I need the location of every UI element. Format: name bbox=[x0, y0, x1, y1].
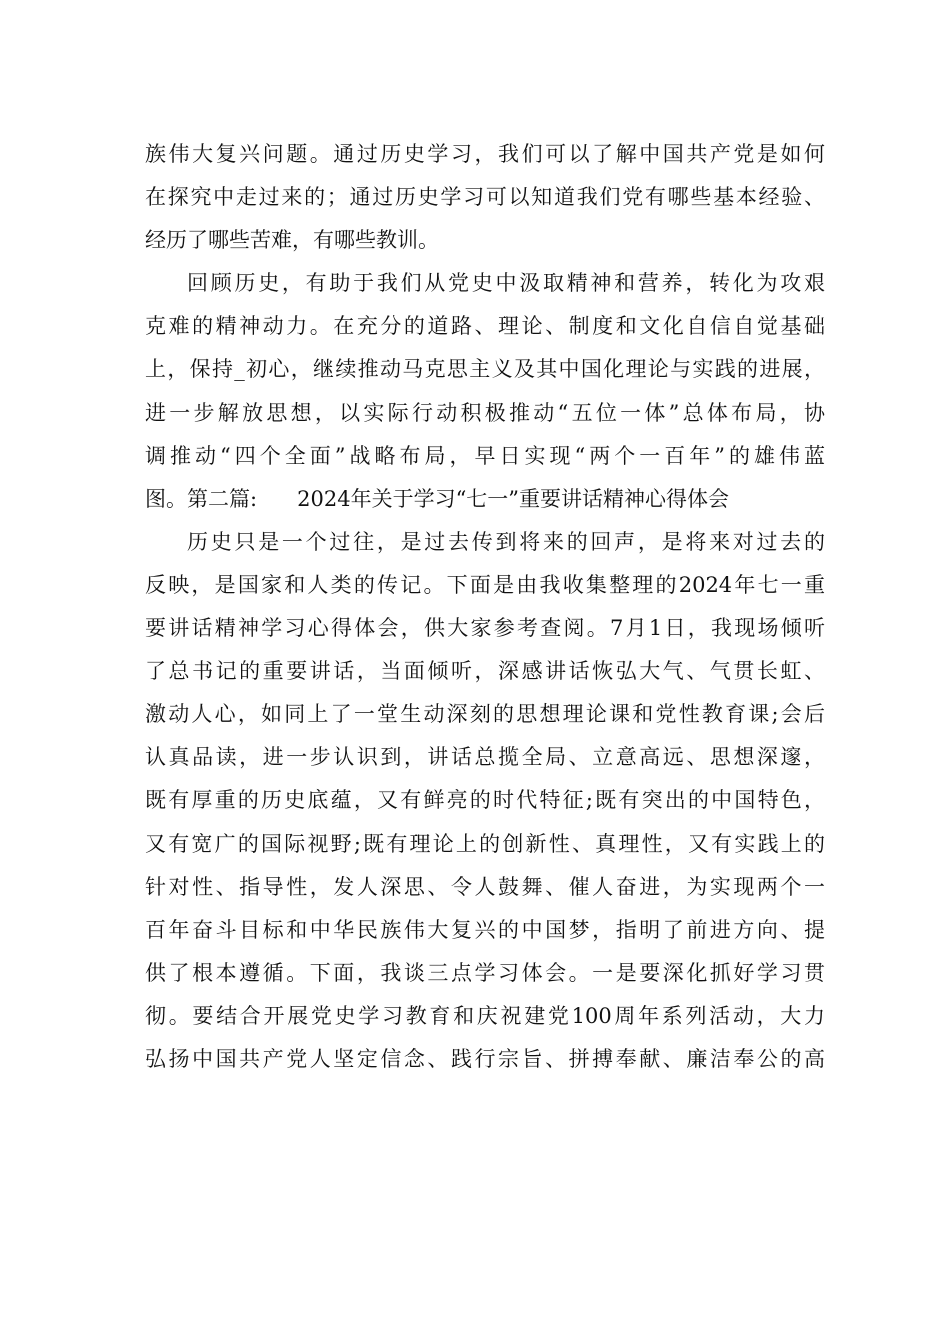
text-line: 激动人心，如同上了一堂生动深刻的思想理论课和党性教育课;会后 bbox=[145, 702, 825, 727]
paragraph-first-line: 历史只是一个过往，是过去传到将来的回声，是将来对过去的 bbox=[187, 529, 825, 554]
text-line: 彻。要结合开展党史学习教育和庆祝建党100周年系列活动，大力 bbox=[145, 1003, 825, 1028]
text-line: 反映，是国家和人类的传记。下面是由我收集整理的2024年七一重 bbox=[145, 572, 825, 597]
text-line: 族伟大复兴问题。通过历史学习，我们可以了解中国共产党是如何 bbox=[145, 142, 825, 166]
text-line: 要讲话精神学习心得体会，供大家参考查阅。7月1日，我现场倾听 bbox=[145, 616, 825, 641]
text-line: 弘扬中国共产党人坚定信念、践行宗旨、拼搏奉献、廉洁奉公的高 bbox=[145, 1046, 825, 1071]
text-line: 进一步解放思想，以实际行动积极推动“五位一体”总体布局，协 bbox=[145, 400, 825, 425]
text-line: 认真品读，进一步认识到，讲话总揽全局、立意高远、思想深邃， bbox=[145, 745, 825, 770]
document-body bbox=[145, 133, 825, 1081]
paragraph-first-line: 回顾历史，有助于我们从党史中汲取精神和营养，转化为攻艰 bbox=[187, 271, 825, 296]
text-line: 又有宽广的国际视野;既有理论上的创新性、真理性，又有实践上的 bbox=[145, 831, 825, 856]
text-line: 百年奋斗目标和中华民族伟大复兴的中国梦，指明了前进方向、提 bbox=[145, 917, 825, 942]
text-line: 克难的精神动力。在充分的道路、理论、制度和文化自信自觉基础 bbox=[145, 314, 825, 339]
text-line: 经历了哪些苦难，有哪些教训。 bbox=[145, 228, 439, 253]
text-line: 上，保持_初心，继续推动马克思主义及其中国化理论与实践的进展， bbox=[145, 357, 825, 382]
section-heading-line: 图。第二篇: 2024年关于学习“七一”重要讲话精神心得体会 bbox=[145, 486, 730, 511]
text-line: 既有厚重的历史底蕴，又有鲜亮的时代特征;既有突出的中国特色， bbox=[145, 788, 825, 813]
text-line: 在探究中走过来的；通过历史学习可以知道我们党有哪些基本经验、 bbox=[145, 185, 825, 210]
text-line: 调推动“四个全面”战略布局，早日实现“两个一百年”的雄伟蓝 bbox=[145, 443, 825, 468]
text-line: 了总书记的重要讲话，当面倾听，深感讲话恢弘大气、气贯长虹、 bbox=[145, 659, 825, 684]
text-line: 供了根本遵循。下面，我谈三点学习体会。一是要深化抓好学习贯 bbox=[145, 960, 825, 985]
text-line: 针对性、指导性，发人深思、令人鼓舞、催人奋进，为实现两个一 bbox=[145, 874, 825, 899]
